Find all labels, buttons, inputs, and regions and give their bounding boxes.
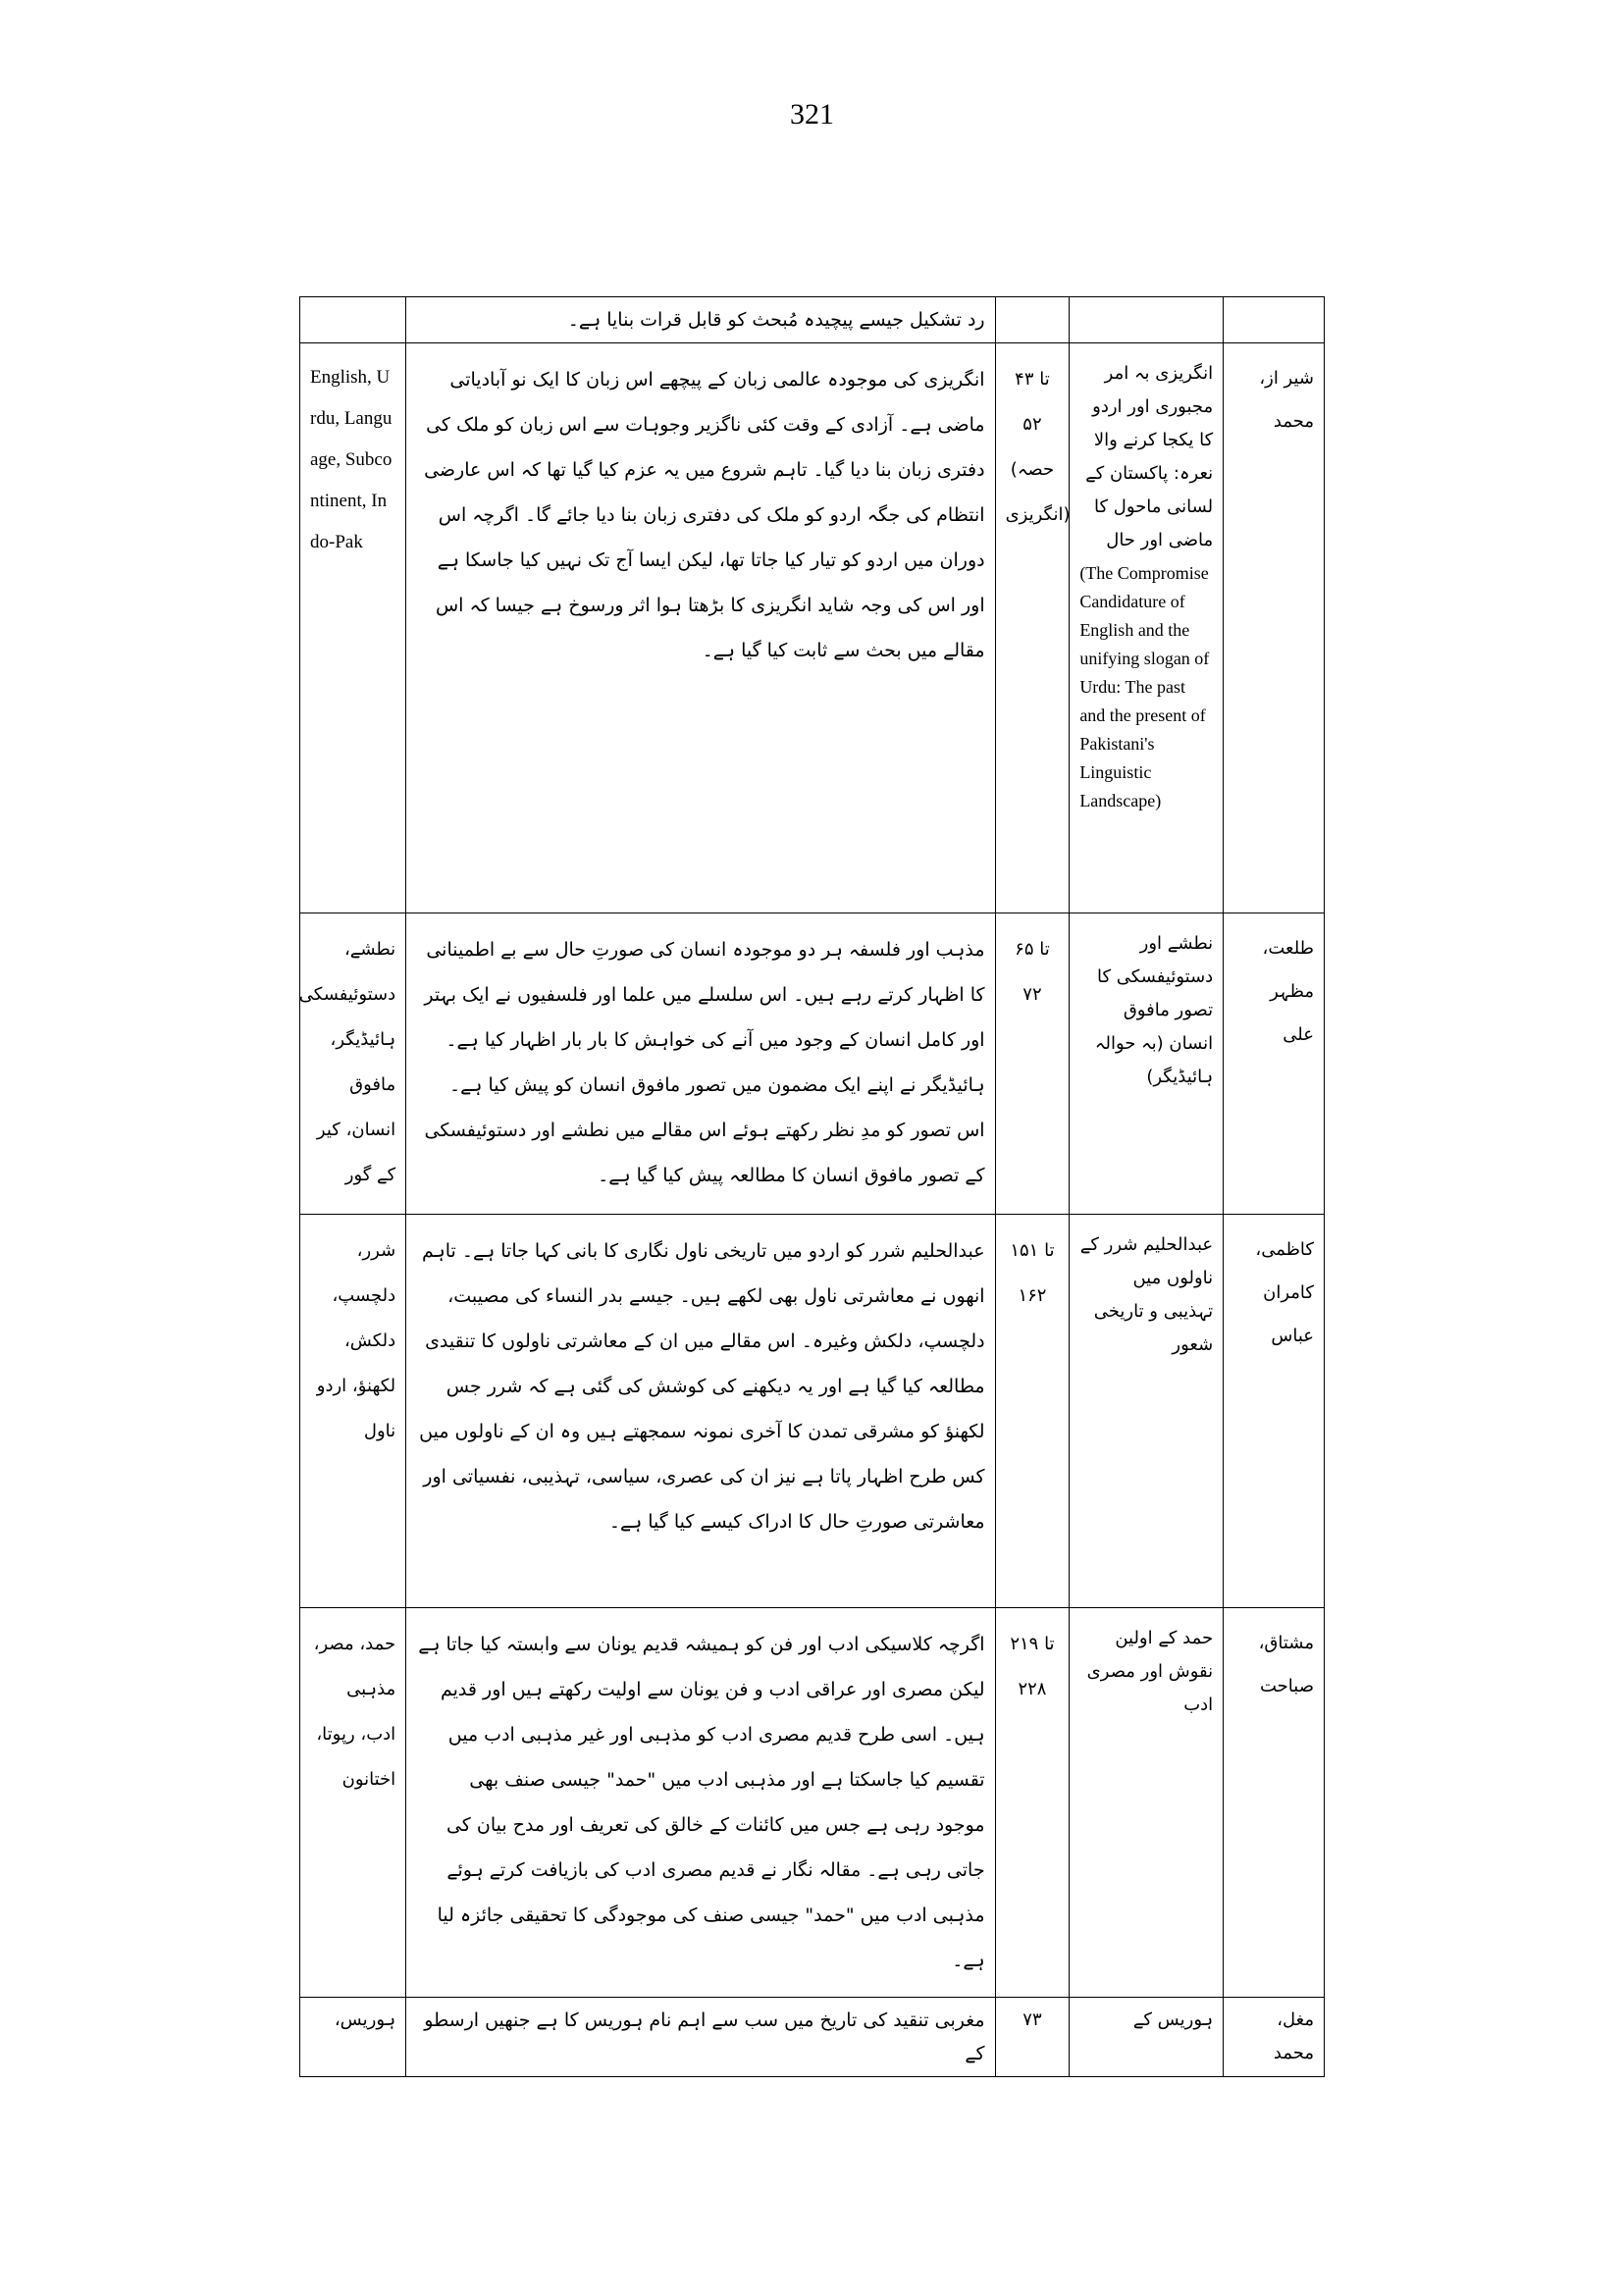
- abstract: انگریزی کی موجودہ عالمی زبان کے پیچھے اس زبان کا ایک نو آبادیاتی ماضی ہے۔ آزادی کے وقت کئی ناگزیر وجوہات سے اس زبان کو ملک کی دفتری زبان بنا دیا گیا۔ تاہم شروع میں یہ عزم کیا گیا تھا کہ اس عارضی انتظام کی جگہ اردو کو ملک کی دفتری زبان بنا دیا جائے گا۔ اگرچہ اس دوران میں اردو کو تیار کیا جاتا تھا، لیکن ایسا آج تک نہیں کیا جاسکا ہے اور اس کی وجہ شاید انگریزی کا بڑھتا ہوا اثر ورسوخ ہے جیسا کہ اس مقالے میں بحث سے ثابت کیا گیا ہے۔: [424, 369, 985, 661]
- title: حمد کے اولین نقوش اور مصری ادب: [1086, 1628, 1214, 1715]
- abstract: مذہب اور فلسفہ ہر دو موجودہ انسان کی صورتِ حال سے بے اطمینانی کا اظہار کرتے رہے ہیں۔ اس سلسلے میں علما اور فلسفیوں نے ایک بہتر اور کامل انسان کے وجود میں آنے کی خواہش کا بار بار اظہار کیا ہے۔ ہائیڈیگر نے اپنے ایک مضمون میں تصور مافوق انسان کو پیش کیا ہے۔ اس تصور کو مدِ نظر رکھتے ہوئے اس مقالے میں نطشے اور دستوئیفسکی کے تصور مافوق انسان کا مطالعہ پیش کیا گیا ہے۔: [424, 939, 985, 1186]
- title: انگریزی بہ امر مجبوری اور اردو کا یکجا کرنے والا نعرہ: پاکستان کے لسانی ماحول کا ماضی اور حال: [1085, 363, 1214, 550]
- pages: ۲۱۹ تا ۲۲۸: [1010, 1634, 1055, 1699]
- keywords: نطشے، دستوئیفسکی ہائیڈیگر، مافوق انسان، کیر کے گور: [298, 939, 396, 1185]
- author-cell: [1224, 1215, 1325, 1608]
- title-cell: [1070, 913, 1224, 1215]
- pages-cell: [995, 913, 1070, 1215]
- author: طلعت، مظہر علی: [1262, 938, 1314, 1045]
- author-cell: [1224, 343, 1325, 913]
- abstract-cell: [406, 1998, 995, 2077]
- keywords: شرر، دلچسپ، دلکش، لکھنؤ، اردو ناول: [316, 1240, 396, 1441]
- keywords-cell: [300, 1608, 406, 1998]
- abstract: مغربی تنقید کی تاریخ میں سب سے اہم نام ہوریس کا ہے جنھیں ارسطو کے: [424, 2009, 985, 2064]
- table-row: [300, 343, 1325, 913]
- pages-cell: [995, 1608, 1070, 1998]
- pages-cell: [995, 297, 1070, 343]
- abstract-cell: [406, 913, 995, 1215]
- keywords-cell: [300, 1215, 406, 1608]
- pages: ۱۵۱ تا ۱۶۲: [1010, 1240, 1055, 1306]
- title-cell: [1070, 1215, 1224, 1608]
- title: ہوریس کے: [1132, 2009, 1214, 2030]
- title: نطشے اور دستوئیفسکی کا تصور مافوق انسان (بہ حوالہ ہائیڈیگر): [1094, 933, 1214, 1087]
- pages: ۷۳: [1022, 2009, 1042, 2030]
- pages-cell: [995, 1215, 1070, 1608]
- author: مغل، محمد: [1273, 2009, 1314, 2063]
- title-cell: [1070, 297, 1224, 343]
- abstract-cell: [406, 297, 995, 343]
- keywords: حمد، مصر، مذہبی ادب، رپوتا، اختانون: [313, 1634, 396, 1790]
- author: کاظمی، کامران عباس: [1255, 1239, 1314, 1346]
- title-cell: [1070, 1998, 1224, 2077]
- abstract-cell: [406, 1215, 995, 1608]
- table-row: [300, 297, 1325, 343]
- abstract: اگرچہ کلاسیکی ادب اور فن کو ہمیشہ قدیم یونان سے وابستہ کیا جاتا ہے لیکن مصری اور عراقی ادب و فن یونان سے اولیت رکھتے ہیں اور قدیم ہیں۔ اسی طرح قدیم مصری ادب کو مذہبی اور غیر مذہبی ادب میں تقسیم کیا جاسکتا ہے اور مذہبی ادب میں "حمد" جیسی صنف بھی موجود رہی ہے جس میں کائنات کے خالق کی تعریف اور مدح بیان کی جاتی رہی ہے۔ مقالہ نگار نے قدیم مصری ادب کی بازیافت کرتے ہوئے مذہبی ادب میں "حمد" جیسی صنف کی موجودگی کا تحقیقی جائزہ لیا ہے۔: [418, 1634, 985, 1971]
- author-cell: [1224, 297, 1325, 343]
- abstract-cell: [406, 343, 995, 913]
- pages-cell: [995, 1998, 1070, 2077]
- pages: ۶۵ تا ۷۲: [1015, 939, 1050, 1005]
- abstract: رد تشکیل جیسے پیچیدہ مُبحث کو قابل قرات بنایا ہے۔: [567, 309, 985, 331]
- page-number: 321: [790, 98, 834, 130]
- index-table: [299, 296, 1325, 2077]
- abstract-cell: [406, 1608, 995, 1998]
- pages: ۴۳ تا ۵۲: [1015, 369, 1050, 435]
- pages-note: (حصہ انگریزی): [1005, 459, 1071, 525]
- table-row: [300, 1215, 1325, 1608]
- abstract: عبدالحلیم شرر کو اردو میں تاریخی ناول نگاری کا بانی کہا جاتا ہے۔ تاہم انھوں نے معاشرتی ناول بھی لکھے ہیں۔ جیسے بدر النساء کی مصیبت، دلچسپ، دلکش وغیرہ۔ اس مقالے میں ان کے معاشرتی ناولوں کا تنقیدی مطالعہ کیا گیا ہے اور یہ دیکھنے کی کوشش کی گئی ہے کہ شرر جس لکھنؤ کو مشرقی تمدن کا آخری نمونہ سمجھتے ہیں وہ ان کے ناولوں میں کس طرح اظہار پاتا ہے نیز ان کی عصری، سیاسی، تہذیبی، نفسیاتی اور معاشرتی صورتِ حال کا ادراک کیسے کیا گیا ہے۔: [419, 1240, 985, 1533]
- keywords-english: English, Urdu, Language, Subcontinent, Indo-Pak: [310, 367, 393, 552]
- author: مشتاق، صباحت: [1258, 1633, 1314, 1696]
- keywords-cell: [300, 1998, 406, 2077]
- keywords-cell: [300, 913, 406, 1215]
- author-cell: [1224, 913, 1325, 1215]
- keywords-cell: [300, 343, 406, 913]
- author: شیر از، محمد: [1259, 368, 1314, 432]
- title: عبدالحلیم شرر کے ناولوں میں تہذیبی و تاریخی شعور: [1079, 1234, 1214, 1355]
- title-english: (The Compromise Candidature of English and the unifying slogan of Urdu: The past and the present of Pakistani's Linguistic Landscape): [1079, 563, 1210, 810]
- table-row: [300, 1998, 1325, 2077]
- author-cell: [1224, 1998, 1325, 2077]
- keywords: ہوریس،: [334, 2009, 396, 2030]
- pages-cell: [995, 343, 1070, 913]
- title-cell: [1070, 343, 1224, 913]
- author-cell: [1224, 1608, 1325, 1998]
- table-row: [300, 1608, 1325, 1998]
- title-cell: [1070, 1608, 1224, 1998]
- table-row: [300, 913, 1325, 1215]
- keywords-cell: [300, 297, 406, 343]
